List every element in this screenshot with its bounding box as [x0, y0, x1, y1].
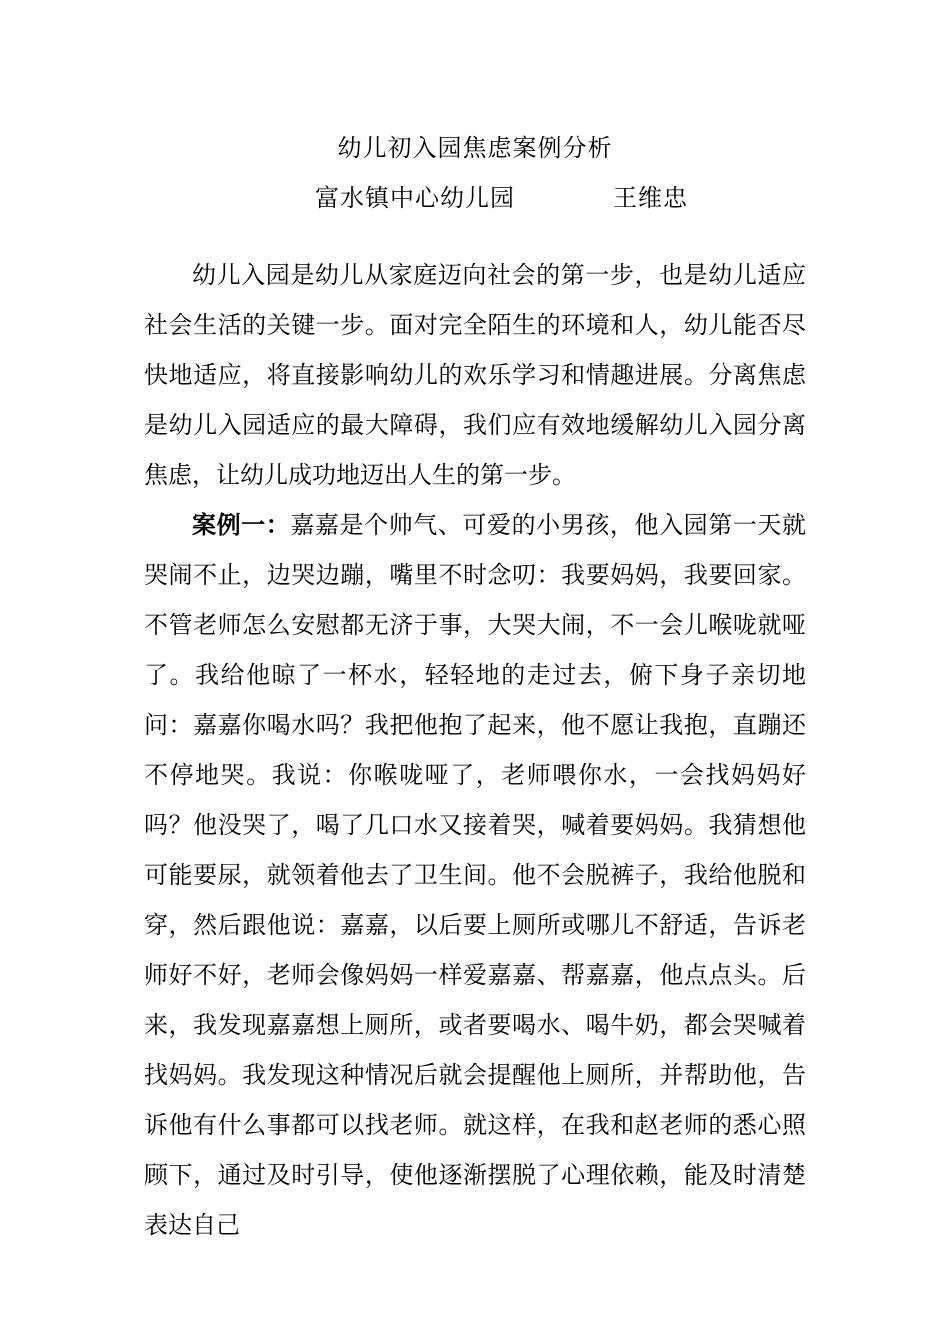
document-body [144, 250, 806, 1250]
intro-paragraph: 幼儿入园是幼儿从家庭迈向社会的第一步，也是幼儿适应社会生活的关键一步。面对完全陌生的环境和人，幼儿能否尽快地适应，将直接影响幼儿的欢乐学习和情趣进展。分离焦虑是幼儿入园适应的最大障碍，我们应有效地缓解幼儿入园分离焦虑，让幼儿成功地迈出人生的第一步。 [144, 261, 806, 489]
school-name: 富水镇中心幼儿园 [315, 184, 515, 212]
case-one-paragraph [144, 500, 806, 1250]
case-one-text: 嘉嘉是个帅气、可爱的小男孩，他入园第一天就哭闹不止，边哭边蹦，嘴里不时念叨：我要妈妈，我要回家。不管老师怎么安慰都无济于事，大哭大闹，不一会儿喉咙就哑了。我给他晾了一杯水，轻轻地的走过去，俯下身子亲切地问：嘉嘉你喝水吗？我把他抱了起来，他不愿让我抱，直蹦还不停地哭。我说：你喉咙哑了，老师喂你水，一会找妈妈好吗？他没哭了，喝了几口水又接着哭，喊着要妈妈。我猜想他可能要尿，就领着他去了卫生间。他不会脱裤子，我给他脱和穿，然后跟他说：嘉嘉，以后要上厕所或哪儿不舒适，告诉老师好不好，老师会像妈妈一样爱嘉嘉、帮嘉嘉，他点点头。后来，我发现嘉嘉想上厕所，或者要喝水、喝牛奶，都会哭喊着找妈妈。我发现这种情况后就会提醒他上厕所，并帮助他，告诉他有什么事都可以找老师。就这样，在我和赵老师的悉心照顾下，通过及时引导，使他逐渐摆脱了心理依赖，能及时清楚表达自己 [144, 511, 807, 1239]
document-title: 幼儿初入园焦虑案例分析 [337, 134, 613, 162]
case-one-label: 案例一： [192, 511, 291, 539]
author-name: 王维忠 [613, 184, 688, 212]
